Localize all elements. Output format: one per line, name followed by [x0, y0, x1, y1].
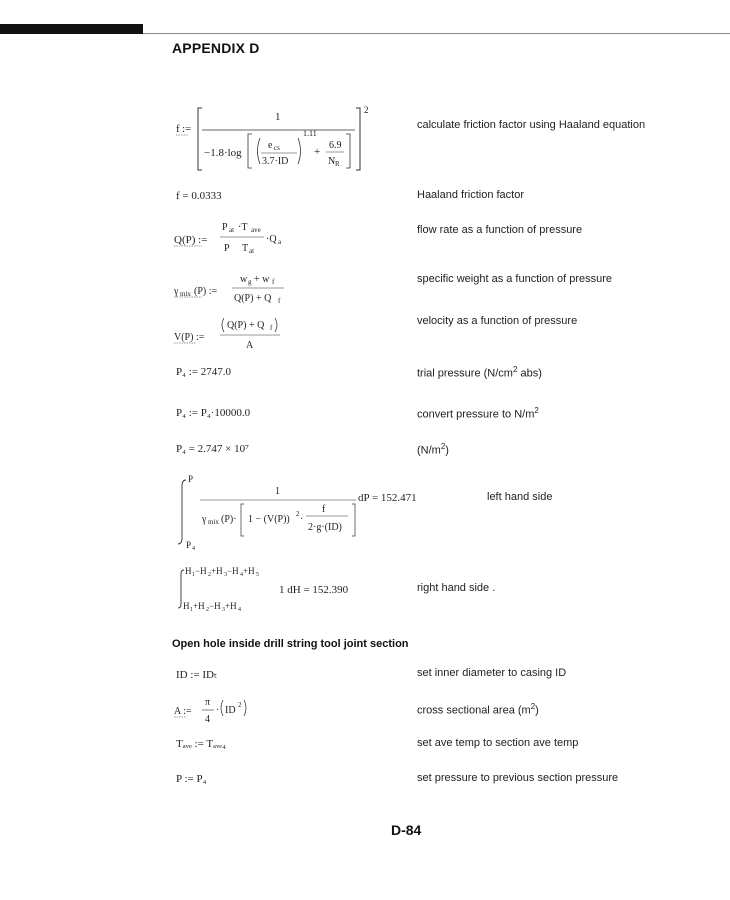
- svg-text:·T: ·T: [238, 222, 248, 233]
- lhs-integral-result: dP = 152.471: [358, 492, 417, 504]
- ave-temp-assign: Tₐᵥₑ := Tₐᵥₑ₄: [176, 738, 226, 750]
- svg-text:A :=: A :=: [174, 706, 192, 717]
- svg-text:H: H: [183, 601, 190, 611]
- friction-factor-desc: calculate friction factor using Haaland equation: [417, 119, 646, 131]
- svg-text:2·g·(ID): 2·g·(ID): [308, 522, 342, 533]
- svg-text:R: R: [335, 160, 340, 168]
- velocity-desc: velocity as a function of pressure: [417, 315, 578, 327]
- convert-pressure-desc: convert pressure to $N/m^2$: [417, 406, 539, 421]
- header-bar: [0, 24, 143, 34]
- area-formula: [172, 692, 262, 728]
- inner-diameter-assign: ID := IDₜ: [176, 669, 218, 681]
- svg-text:P: P: [188, 474, 194, 484]
- svg-text:f: f: [272, 278, 275, 286]
- svg-text:1 − (V(P)): 1 − (V(P)): [248, 514, 290, 525]
- svg-text:P: P: [186, 540, 192, 550]
- velocity-formula: [172, 314, 284, 354]
- pressure-desc: set pressure to previous section pressure: [417, 772, 619, 784]
- svg-text:at: at: [249, 247, 255, 255]
- svg-text:+ w: + w: [254, 274, 270, 285]
- svg-text:3: 3: [222, 607, 225, 613]
- svg-text:H: H: [185, 566, 192, 576]
- svg-text:4: 4: [205, 714, 210, 725]
- haaland-equation: [172, 104, 372, 176]
- svg-text:γ: γ: [174, 286, 179, 297]
- pressure-assign: P := P₄: [176, 773, 207, 785]
- flow-rate-desc: flow rate as a function of pressure: [417, 224, 583, 236]
- friction-factor-value-desc: Haaland friction factor: [417, 189, 524, 201]
- svg-text:1: 1: [275, 111, 281, 123]
- svg-text:1: 1: [192, 572, 195, 578]
- svg-text:ID: ID: [225, 705, 236, 716]
- svg-text:+H: +H: [211, 566, 223, 576]
- rhs-integral-result: 1 dH = 152.390: [279, 584, 349, 596]
- svg-text:2: 2: [364, 105, 369, 115]
- svg-text:V(P) :=: V(P) :=: [174, 332, 205, 343]
- svg-text:a: a: [278, 238, 282, 246]
- svg-text:γ: γ: [202, 514, 207, 525]
- svg-text:Q(P) + Q: Q(P) + Q: [234, 293, 272, 304]
- svg-text:+: +: [314, 146, 321, 158]
- specific-weight-desc: specific weight as a function of pressure: [417, 273, 613, 285]
- svg-text:·: ·: [216, 705, 220, 716]
- svg-text:Q(P) + Q: Q(P) + Q: [227, 320, 265, 331]
- svg-text:4: 4: [238, 607, 241, 613]
- svg-text:2: 2: [208, 572, 211, 578]
- header-rule: [143, 33, 730, 34]
- svg-text:+H: +H: [243, 566, 255, 576]
- svg-text:A: A: [246, 340, 254, 351]
- svg-text:at: at: [229, 226, 235, 234]
- lhs-desc: left hand side: [487, 491, 553, 503]
- trial-pressure-desc: trial pressure ($N/cm^2$ abs): [417, 365, 542, 380]
- svg-text:−H: −H: [227, 566, 239, 576]
- svg-text:mix: mix: [180, 290, 191, 298]
- svg-text:T: T: [242, 243, 249, 254]
- svg-text:π: π: [205, 697, 211, 708]
- svg-text:P: P: [224, 243, 230, 254]
- inner-diameter-desc: set inner diameter to casing ID: [417, 667, 567, 679]
- friction-factor-value: f = 0.0333: [176, 190, 222, 202]
- pressure-result: P₄ = 2.747 × 10⁷: [176, 443, 249, 455]
- cross-section-area-desc: cross sectional area $(m^2)$: [417, 702, 539, 717]
- svg-text:·: ·: [300, 514, 304, 525]
- svg-text:Q(P) :=: Q(P) :=: [174, 234, 208, 246]
- svg-text:−H: −H: [195, 566, 207, 576]
- section-heading: Open hole inside drill string tool joint section: [172, 638, 409, 650]
- svg-text:3.7·ID: 3.7·ID: [262, 156, 289, 167]
- svg-text:e: e: [268, 140, 273, 151]
- ave-temp-desc: set ave temp to section ave temp: [417, 737, 579, 749]
- pressure-units-desc: $(N/m^2)$: [417, 442, 449, 457]
- svg-text:(P)·: (P)·: [221, 514, 237, 525]
- svg-text:+H: +H: [193, 601, 205, 611]
- svg-text:(P) :=: (P) :=: [194, 286, 218, 297]
- svg-text:2: 2: [206, 607, 209, 613]
- svg-text:mix: mix: [208, 518, 219, 526]
- svg-text:g: g: [248, 278, 252, 286]
- svg-text:f: f: [270, 324, 273, 332]
- svg-text:f: f: [278, 297, 281, 305]
- flow-rate-formula: [172, 217, 282, 259]
- svg-text:1: 1: [190, 607, 193, 613]
- page-number: D-84: [391, 822, 422, 838]
- appendix-title: APPENDIX D: [172, 40, 260, 56]
- rhs-desc: right hand side .: [417, 582, 496, 594]
- svg-text:P: P: [222, 222, 228, 233]
- svg-text:f: f: [322, 504, 326, 515]
- svg-text:w: w: [240, 274, 248, 285]
- lhs-integral: [172, 474, 362, 552]
- svg-text:·Q: ·Q: [266, 234, 277, 245]
- convert-pressure-assign: P₄ := P₄·10000.0: [176, 407, 251, 419]
- svg-text:cs: cs: [274, 144, 280, 152]
- svg-text:−1.8·log: −1.8·log: [204, 147, 242, 159]
- svg-text:6.9: 6.9: [329, 140, 342, 151]
- svg-text:3: 3: [224, 572, 227, 578]
- svg-text:N: N: [328, 156, 336, 167]
- svg-text::=: :=: [182, 123, 192, 135]
- svg-text:4: 4: [192, 546, 195, 552]
- svg-text:−H: −H: [209, 601, 221, 611]
- svg-text:4: 4: [240, 572, 243, 578]
- svg-text:2: 2: [296, 510, 300, 518]
- svg-text:1: 1: [275, 486, 280, 497]
- svg-text:2: 2: [238, 701, 242, 709]
- svg-text:5: 5: [256, 572, 259, 578]
- specific-weight-formula: [172, 268, 292, 308]
- svg-text:+H: +H: [225, 601, 237, 611]
- svg-text:ave: ave: [251, 226, 261, 234]
- svg-text:1.11: 1.11: [303, 129, 317, 138]
- trial-pressure-assign: P₄ := 2747.0: [176, 366, 231, 378]
- svg-text:f: f: [176, 123, 180, 135]
